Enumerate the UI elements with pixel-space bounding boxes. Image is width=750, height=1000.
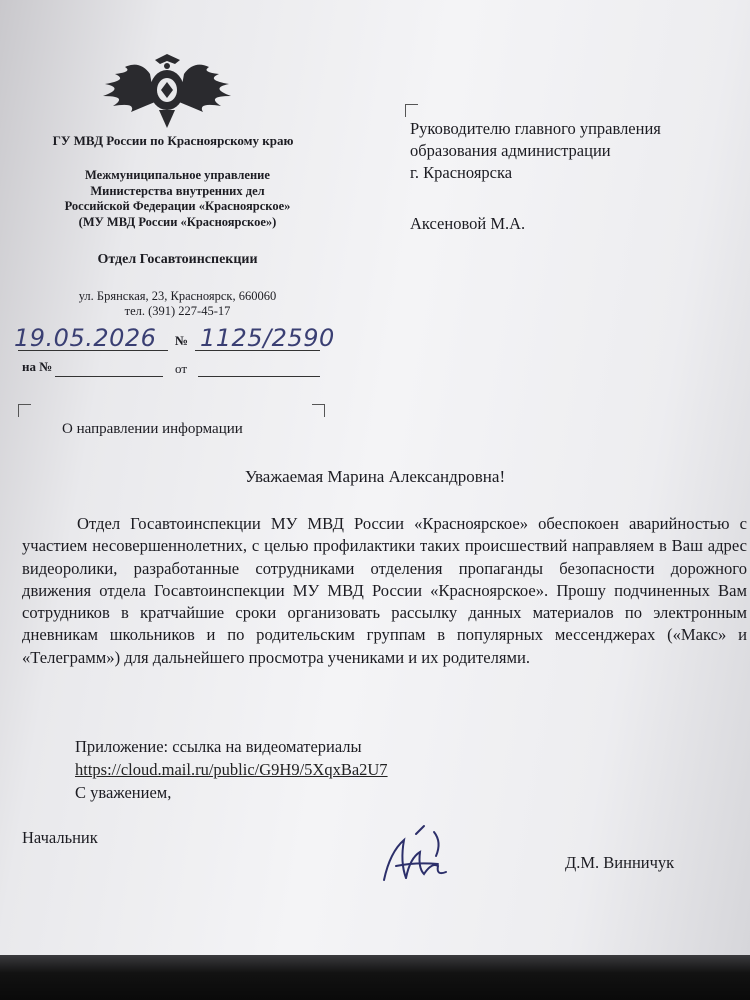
reference-date-line <box>198 376 320 377</box>
addressee-line: образования администрации <box>410 141 611 160</box>
letter-body: Отдел Госавтоинспекции МУ МВД России «Красноярское» обеспокоен аварийностью с участием несовершеннолетних, с целью профилактики таких происшествий направляем в Ваш адрес видеоролики, разработанные сотрудниками отделения пропаганды безопасности дорожного движения отдела Госавтоинспекции МУ МВД России «Красноярское». Прошу подчиненных Вам сотрудников в кратчайшие сроки организовать рассылку данных материалов по электронным дневникам школьников и по родительским группам в популярных мессенджерах («Макс» и «Телеграмм») для дальнейшего просмотра учениками и их родителями. <box>22 514 747 667</box>
addressee-line: г. Красноярска <box>410 163 513 182</box>
signature-icon <box>376 822 466 892</box>
org-line: Министерства внутренних дел <box>90 183 265 198</box>
corner-mark <box>405 104 418 117</box>
letter-subject: О направлении информации <box>62 421 243 437</box>
registration-date: 19.05.2026 <box>14 324 157 352</box>
sender-phone: тел. (391) 227-45-17 <box>124 304 231 318</box>
date-underline <box>18 350 168 351</box>
sender-address-block <box>40 289 315 319</box>
corner-mark <box>312 404 325 417</box>
org-line: (МУ МВД России «Красноярское») <box>78 214 277 229</box>
closing-phrase: С уважением, <box>75 783 172 802</box>
department-name: Отдел Госавтоинспекции <box>97 252 258 267</box>
org-name-block <box>40 168 315 230</box>
org-line: Российской Федерации «Красноярское» <box>64 199 291 213</box>
addressee-name: Аксеновой М.А. <box>410 214 526 233</box>
signatory-position: Начальник <box>22 828 98 847</box>
signatory-name: Д.М. Винничук <box>565 853 675 872</box>
corner-mark <box>18 404 31 417</box>
salutation: Уважаемая Марина Александровна! <box>244 467 506 486</box>
addressee-line: Руководителю главного управления <box>410 119 661 138</box>
sender-address: ул. Брянская, 23, Красноярск, 660060 <box>78 289 277 303</box>
reference-number-label: на № <box>22 359 53 374</box>
org-line: Межмуниципальное управление <box>85 168 270 182</box>
reference-from-label: от <box>175 361 188 376</box>
screen-bezel <box>0 955 750 1000</box>
org-head: ГУ МВД России по Красноярскому краю <box>52 133 294 148</box>
reference-number-line <box>55 376 163 377</box>
attachment-label: Приложение: ссылка на видеоматериалы <box>75 737 362 756</box>
addressee-block <box>410 118 740 184</box>
video-materials-link[interactable]: https://cloud.mail.ru/public/G9H9/5XqxBa2U7 <box>75 760 388 779</box>
mvd-emblem-icon <box>95 52 240 132</box>
number-underline <box>195 350 320 351</box>
registration-number: 1125/2590 <box>200 324 335 352</box>
number-sign: № <box>175 333 189 348</box>
